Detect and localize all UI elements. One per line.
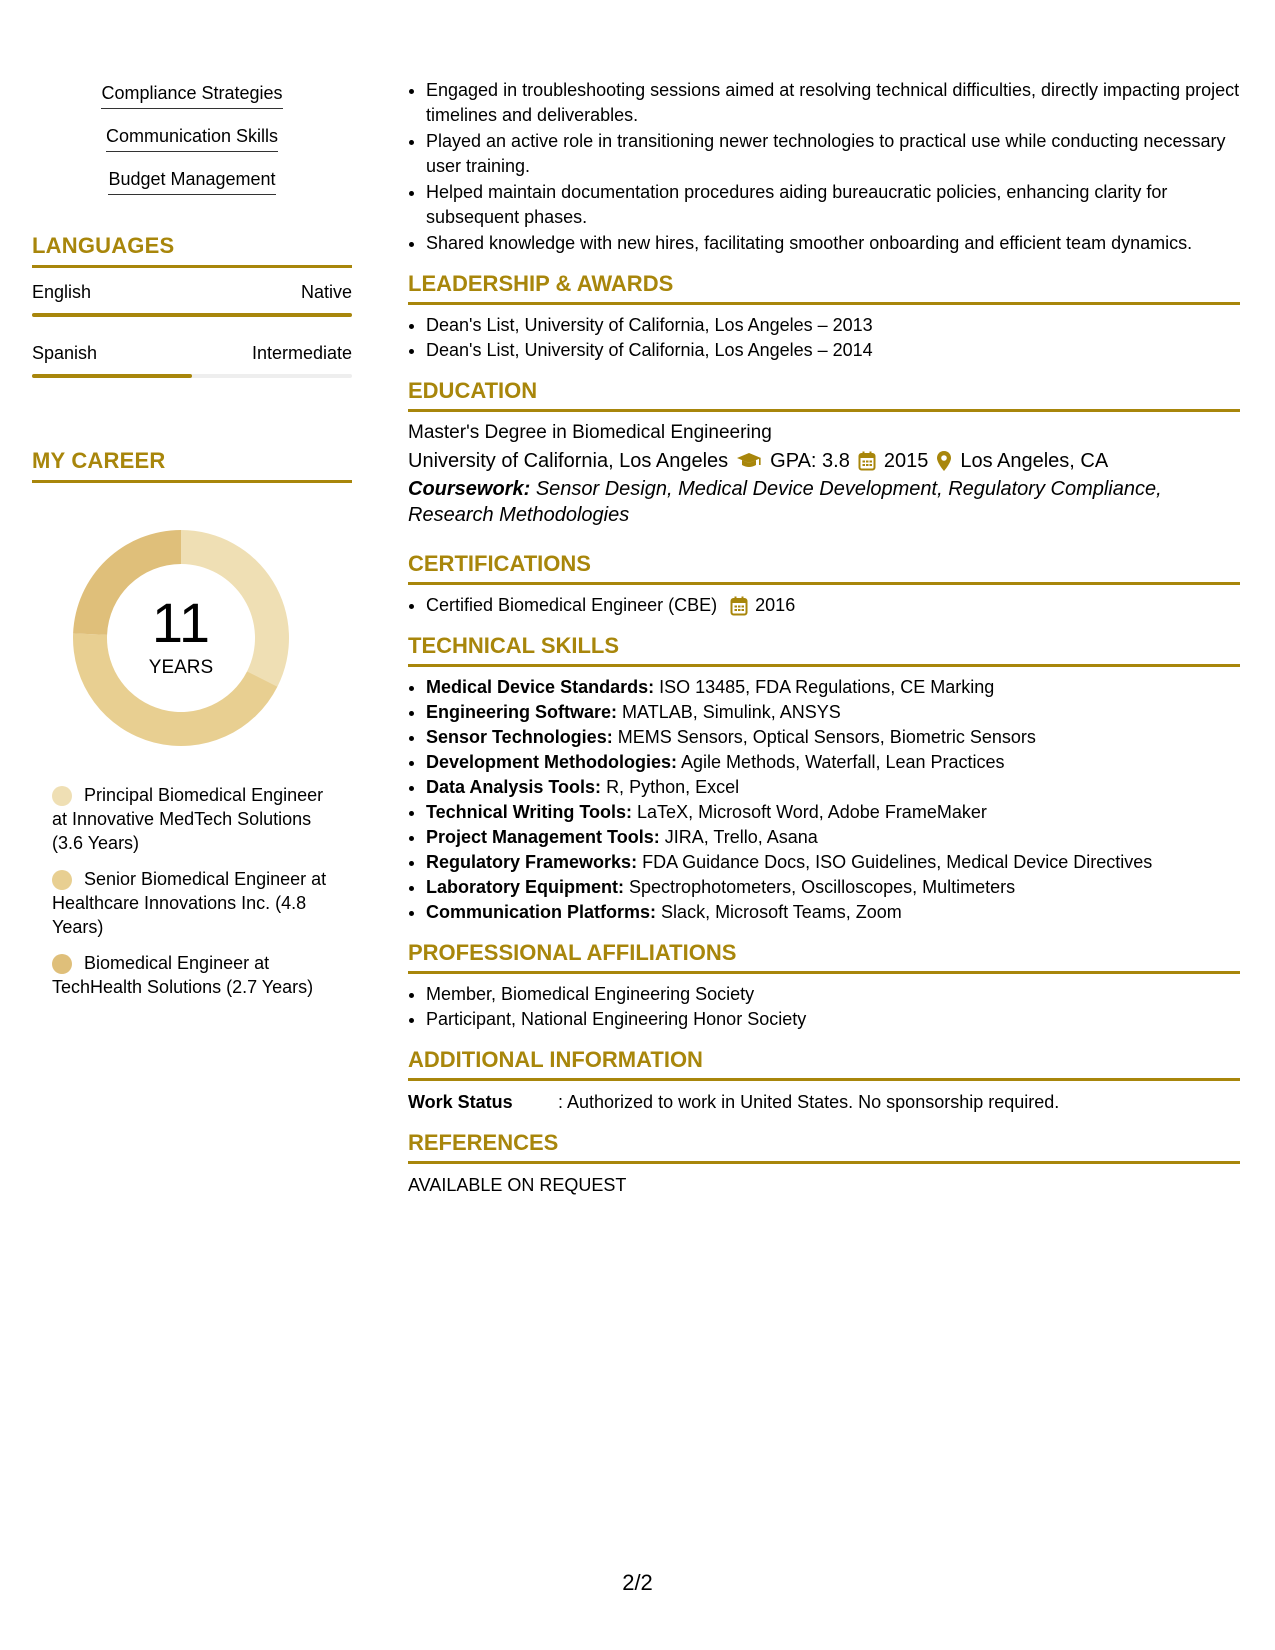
education-details	[408, 446, 1240, 476]
certifications-heading: CERTIFICATIONS	[408, 550, 1240, 585]
list-item	[426, 593, 1240, 618]
list-item	[426, 675, 1240, 700]
awards-heading: LEADERSHIP & AWARDS	[408, 270, 1240, 305]
skill-value: MATLAB, Simulink, ANSYS	[622, 702, 841, 722]
skill-value: R, Python, Excel	[606, 777, 740, 797]
sidebar	[32, 82, 352, 1011]
main-content	[408, 78, 1240, 1198]
language-item	[32, 282, 352, 317]
career-section	[32, 448, 352, 999]
work-status-value: : Authorized to work in United States. No sponsorship required.	[558, 1092, 1060, 1112]
language-name: Spanish	[32, 343, 98, 363]
graduation-cap-icon	[736, 452, 762, 470]
language-name: English	[32, 282, 92, 302]
list-item: • Dean's List, University of California, Los Angeles – 2014	[426, 338, 1240, 363]
skill-value: MEMS Sensors, Optical Sensors, Biometric Sensors	[617, 727, 1036, 747]
career-item	[52, 867, 342, 939]
experience-bullets	[408, 78, 1240, 256]
skill-label: Technical Writing Tools:	[426, 802, 633, 822]
skill-label: Regulatory Frameworks:	[426, 852, 638, 872]
list-item	[426, 700, 1240, 725]
skill-label: Sensor Technologies:	[426, 727, 613, 747]
education-heading: EDUCATION	[408, 377, 1240, 412]
career-item-text: Biomedical Engineer at TechHealth Solutions (2.7 Years)	[52, 953, 314, 997]
certification-name: Certified Biomedical Engineer (CBE)	[426, 595, 718, 615]
graduation-year: 2015	[883, 450, 929, 472]
list-item	[426, 800, 1240, 825]
location-pin-icon	[936, 450, 952, 472]
languages-heading: LANGUAGES	[32, 233, 352, 268]
skill-tag: Budget Management	[108, 168, 275, 195]
skill-value: Spectrophotometers, Oscilloscopes, Multimeters	[629, 877, 1016, 897]
affiliations-heading: PROFESSIONAL AFFILIATIONS	[408, 939, 1240, 974]
degree-title: Master's Degree in Biomedical Engineering	[408, 422, 772, 443]
certification-year: 2016	[755, 595, 796, 615]
skill-label: Project Management Tools:	[426, 827, 660, 847]
language-bar	[32, 374, 352, 378]
skill-label: Engineering Software:	[426, 702, 618, 722]
calendar-icon	[858, 451, 876, 471]
skill-value: ISO 13485, FDA Regulations, CE Marking	[659, 677, 995, 697]
awards-list	[408, 313, 1240, 363]
career-donut-chart	[66, 523, 296, 753]
list-item: • Engaged in troubleshooting sessions aimed at resolving technical difficulties, directly impacting project timelines and deliverables.	[426, 78, 1240, 128]
skill-label: Communication Platforms:	[426, 902, 657, 922]
skill-value: JIRA, Trello, Asana	[664, 827, 818, 847]
work-status-label: Work Status	[408, 1092, 513, 1112]
coursework-list: Sensor Design, Medical Device Development, Regulatory Compliance, Research Methodologies	[408, 478, 1162, 526]
skill-tags	[32, 82, 352, 195]
technical-skills-list	[408, 675, 1240, 925]
references-text: AVAILABLE ON REQUEST	[408, 1175, 627, 1195]
language-level: Intermediate	[251, 343, 352, 363]
language-bar-fill	[32, 374, 192, 378]
list-item	[426, 900, 1240, 925]
skill-label: Medical Device Standards:	[426, 677, 655, 697]
references-heading: REFERENCES	[408, 1129, 1240, 1164]
page-number: 2/2	[622, 1570, 653, 1595]
list-item	[426, 725, 1240, 750]
language-bar	[32, 313, 352, 317]
career-item-text: Principal Biomedical Engineer at Innovative MedTech Solutions (3.6 Years)	[52, 785, 324, 853]
skill-label: Data Analysis Tools:	[426, 777, 602, 797]
skill-label: Development Methodologies:	[426, 752, 678, 772]
affiliations-list	[408, 982, 1240, 1032]
list-item: • Played an active role in transitioning newer technologies to practical use while conducting necessary user training.	[426, 129, 1240, 179]
school-name: University of California, Los Angeles	[408, 450, 729, 472]
coursework-label: Coursework:	[408, 478, 531, 500]
skill-value: FDA Guidance Docs, ISO Guidelines, Medical Device Directives	[642, 852, 1153, 872]
list-item	[426, 825, 1240, 850]
career-years-label: YEARS	[148, 657, 214, 678]
career-heading: MY CAREER	[32, 448, 352, 483]
list-item: • Dean's List, University of California, Los Angeles – 2013	[426, 313, 1240, 338]
skill-value: Slack, Microsoft Teams, Zoom	[661, 902, 902, 922]
technical-skills-heading: TECHNICAL SKILLS	[408, 632, 1240, 667]
list-item: • Helped maintain documentation procedures aiding bureaucratic policies, enhancing clarity for subsequent phases.	[426, 180, 1240, 230]
gpa: GPA: 3.8	[770, 450, 850, 472]
legend-dot	[52, 954, 72, 974]
language-bar-fill	[32, 313, 352, 317]
legend-dot	[52, 786, 72, 806]
education-entry	[408, 420, 1240, 528]
list-item	[426, 775, 1240, 800]
career-legend	[32, 783, 352, 999]
calendar-icon	[730, 596, 748, 616]
list-item: • Member, Biomedical Engineering Society	[426, 982, 1240, 1007]
career-total-years: 11	[151, 591, 211, 654]
additional-info-heading: ADDITIONAL INFORMATION	[408, 1046, 1240, 1081]
coursework	[408, 476, 1240, 528]
skill-tag: Communication Skills	[106, 125, 278, 152]
skill-tag: Compliance Strategies	[101, 82, 282, 109]
languages-section	[32, 233, 352, 378]
career-item-text: Senior Biomedical Engineer at Healthcare Innovations Inc. (4.8 Years)	[52, 869, 327, 937]
language-level: Native	[300, 282, 352, 302]
skill-value: Agile Methods, Waterfall, Lean Practices	[681, 752, 1005, 772]
list-item	[426, 750, 1240, 775]
skill-label: Laboratory Equipment:	[426, 877, 625, 897]
skill-value: LaTeX, Microsoft Word, Adobe FrameMaker	[637, 802, 987, 822]
school-location: Los Angeles, CA	[960, 450, 1109, 472]
certifications-list	[408, 593, 1240, 618]
donut-center	[66, 523, 296, 753]
legend-dot	[52, 870, 72, 890]
career-item	[52, 951, 342, 999]
list-item	[426, 850, 1240, 875]
language-item	[32, 343, 352, 378]
career-item	[52, 783, 342, 855]
list-item: • Shared knowledge with new hires, facilitating smoother onboarding and efficient team dynamics.	[426, 231, 1240, 256]
list-item: • Participant, National Engineering Honor Society	[426, 1007, 1240, 1032]
list-item	[426, 875, 1240, 900]
work-status	[408, 1089, 1240, 1115]
